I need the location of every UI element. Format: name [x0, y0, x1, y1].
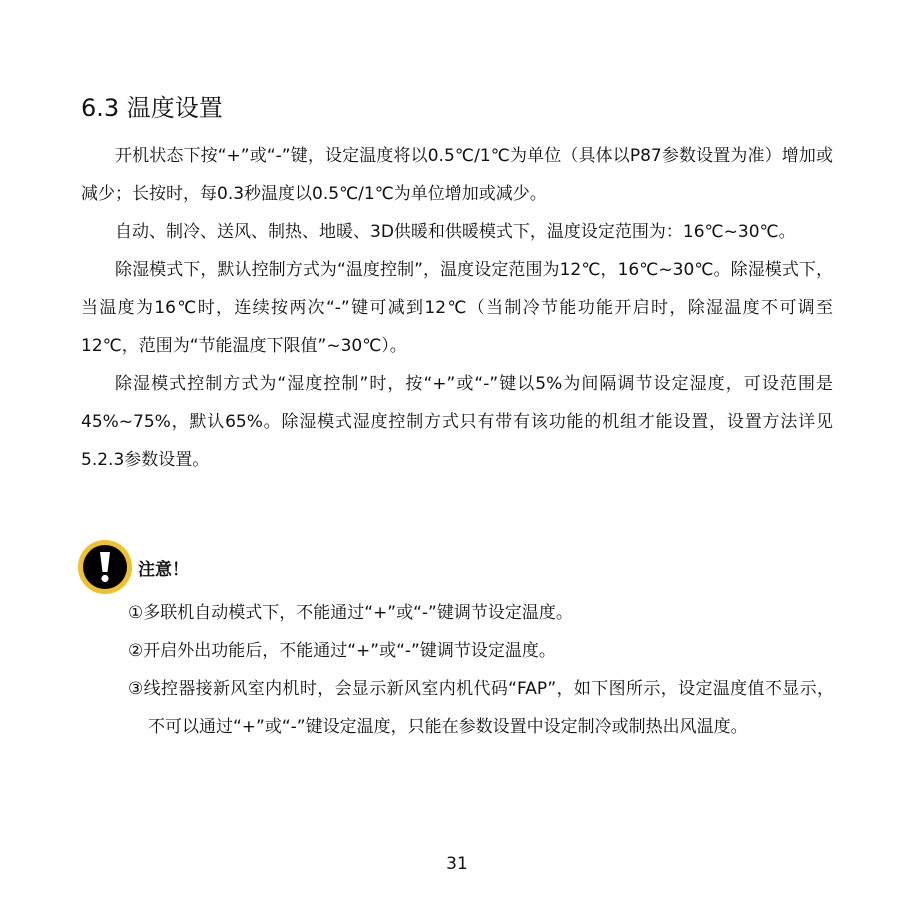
paragraph-temperature-step: 开机状态下按“+”或“-”键，设定温度将以0.5℃/1℃为单位（具体以P87参数设置为准）增加或减少；长按时，每0.3秒温度以0.5℃/1℃为单位增加或减少。 [81, 146, 833, 204]
notice-item-1: ①多联机自动模式下，不能通过“+”或“-”键调节设定温度。 [128, 603, 573, 623]
body-text [81, 137, 833, 479]
exclamation-warning-icon [78, 540, 132, 594]
section-heading: 6.3 温度设置 [81, 94, 223, 122]
paragraph-mode-range: 自动、制冷、送风、制热、地暖、3D供暖和供暖模式下，温度设定范围为：16℃~30℃。 [115, 222, 796, 242]
notice-item-3: ③线控器接新风室内机时，会显示新风室内机代码“FAP”，如下图所示，设定温度值不显示，不可以通过“+”或“-”键设定温度，只能在参数设置中设定制冷或制热出风温度。 [128, 679, 834, 737]
notice-header [78, 540, 189, 594]
notice-list [128, 594, 834, 746]
page-number: 31 [446, 854, 468, 874]
paragraph-dehumidify-humidity: 除湿模式控制方式为“湿度控制”时，按“+”或“-”键以5%为间隔调节设定湿度，可设范围是45%~75%，默认65%。除湿模式湿度控制方式只有带有该功能的机组才能设置，设置方法详见5.2.3参数设置。 [81, 374, 833, 470]
notice-item-2: ②开启外出功能后，不能通过“+”或“-”键调节设定温度。 [128, 641, 556, 661]
notice-title: 注意！ [138, 559, 189, 580]
paragraph-dehumidify-temperature: 除湿模式下，默认控制方式为“温度控制”，温度设定范围为12℃，16℃~30℃。除湿模式下，当温度为16℃时，连续按两次“-”键可减到12℃（当制冷节能功能开启时，除湿温度不可调至12℃，范围为“节能温度下限值”~30℃）。 [81, 260, 833, 356]
